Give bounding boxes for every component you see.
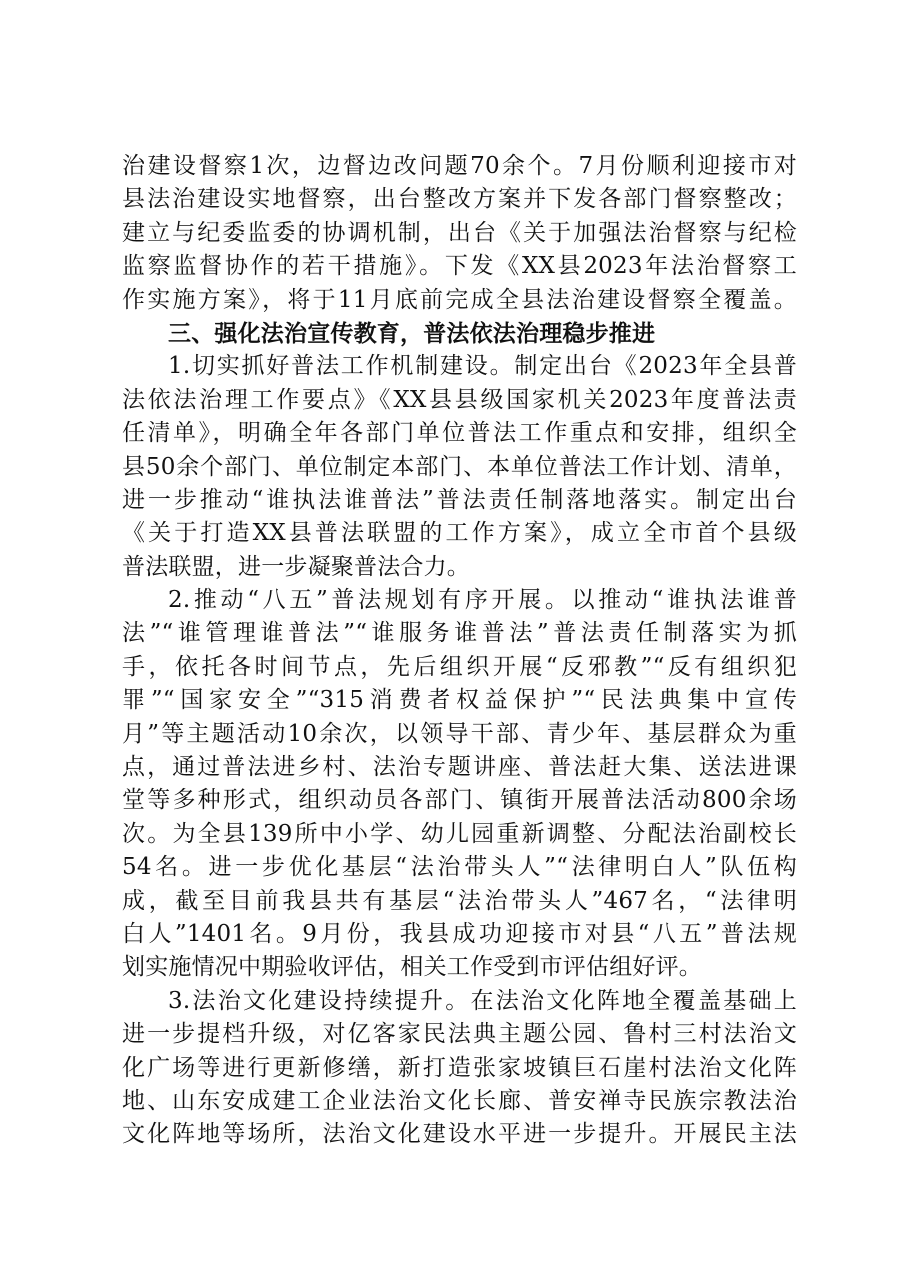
text-line: 2.推动“八五”普法规划有序开展。以推动“谁执法谁普: [168, 587, 797, 614]
text-line: 罪”“国家安全”“315消费者权益保护”“民法典集中宣传: [122, 687, 797, 714]
text-line: 监察监督协作的若干措施》。下发《XX县2023年法治督察工: [122, 253, 797, 280]
text-line: 堂等多种形式，组织动员各部门、镇街开展普法活动800余场: [122, 787, 797, 814]
text-line: 建立与纪委监委的协调机制，出台《关于加强法治督察与纪检: [122, 219, 797, 246]
text-line: 进一步提档升级，对亿客家民法典主题公园、鲁村三村法治文: [122, 1021, 797, 1048]
text-line: 治建设督察1次，边督边改问题70余个。7月份顺利迎接市对: [122, 153, 797, 179]
text-line: 县法治建设实地督察，出台整改方案并下发各部门督察整改；: [122, 186, 797, 213]
paragraph-p4: [122, 985, 797, 1152]
paragraph-p3: [122, 584, 797, 985]
text-line: 白人”1401名。9月份，我县成功迎接市对县“八五”普法规: [122, 920, 797, 947]
text-line: 点，通过普法进乡村、法治专题讲座、普法赶大集、送法进课: [122, 754, 797, 781]
text-line: 月”等主题活动10余次，以领导干部、青少年、基层群众为重: [122, 720, 797, 747]
document-body: [122, 150, 797, 1152]
text-line: 成，截至目前我县共有基层“法治带头人”467名，“法律明: [122, 887, 797, 914]
text-line: 《关于打造XX县普法联盟的工作方案》，成立全市首个县级: [122, 520, 797, 547]
text-line: 手，依托各时间节点，先后组织开展“反邪教”“反有组织犯: [122, 653, 797, 680]
text-line: 任清单》，明确全年各部门单位普法工作重点和安排，组织全: [122, 420, 797, 447]
text-line: 划实施情况中期验收评估，相关工作受到市评估组好评。: [122, 954, 702, 981]
paragraph-p2: [122, 350, 797, 584]
text-line: 法依法治理工作要点》《XX县县级国家机关2023年度普法责: [122, 386, 797, 413]
text-line: 法”“谁管理谁普法”“谁服务谁普法”普法责任制落实为抓: [122, 620, 797, 647]
text-line: 次。为全县139所中小学、幼儿园重新调整、分配法治副校长: [122, 820, 797, 847]
section-heading: [122, 317, 797, 350]
text-line: 进一步推动“谁执法谁普法”普法责任制落地落实。制定出台: [122, 486, 797, 513]
text-line: 县50余个部门、单位制定本部门、本单位普法工作计划、清单，: [122, 453, 797, 480]
text-line: 54名。进一步优化基层“法治带头人”“法律明白人”队伍构: [122, 854, 797, 881]
text-line: 文化阵地等场所，法治文化建设水平进一步提升。开展民主法: [122, 1121, 797, 1148]
text-line: 3.法治文化建设持续提升。在法治文化阵地全覆盖基础上: [168, 987, 797, 1014]
paragraph-p1: [122, 150, 797, 317]
text-line: 作实施方案》，将于11月底前完成全县法治建设督察全覆盖。: [122, 286, 797, 313]
text-line: 地、山东安成建工企业法治文化长廊、普安禅寺民族宗教法治: [122, 1087, 797, 1114]
text-line: 1.切实抓好普法工作机制建设。制定出台《2023年全县普: [168, 353, 797, 380]
section-heading-text: 三、强化法治宣传教育，普法依法治理稳步推进: [168, 319, 656, 347]
text-line: 化广场等进行更新修缮，新打造张家坡镇巨石崖村法治文化阵: [122, 1054, 797, 1081]
text-line: 普法联盟，进一步凝聚普法合力。: [122, 553, 470, 580]
